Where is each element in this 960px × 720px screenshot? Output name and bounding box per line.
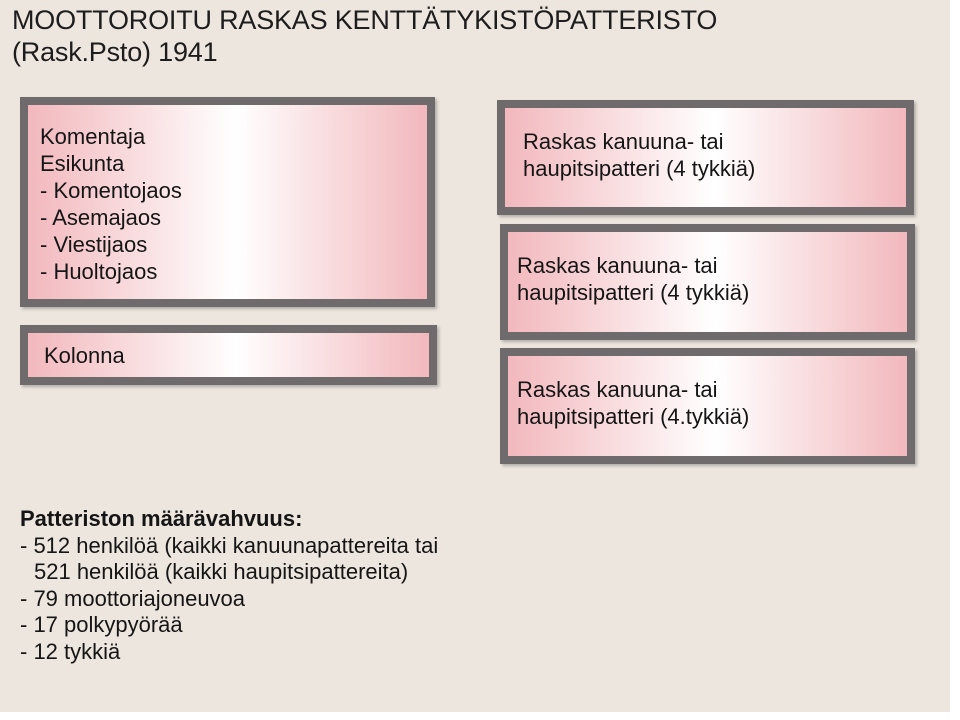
headquarters-box [20, 97, 435, 307]
battery-3-line-2: haupitsipatteri (4.tykkiä) [517, 404, 750, 429]
column-label: Kolonna [44, 343, 125, 368]
hq-line-commander: Komentaja [40, 124, 146, 149]
strength-heading: Patteriston määrävahvuus: [20, 506, 303, 531]
hq-line-signal-section: - Viestijaos [40, 232, 148, 257]
hq-line-staff: Esikunta [40, 151, 125, 176]
battery-1-line-2: haupitsipatteri (4 tykkiä) [523, 156, 756, 181]
strength-line-guns: - 12 tykkiä [20, 638, 121, 664]
strength-line-personnel-cannon: - 512 henkilöä (kaikki kanuunapattereita tai [20, 532, 439, 558]
column-box-content [28, 333, 429, 377]
hq-line-command-section: - Komentojaos [40, 178, 182, 203]
diagram-title [12, 4, 717, 68]
battery-3-line-1: Raskas kanuuna- tai [517, 377, 718, 402]
battery-box-1-content [505, 108, 906, 207]
battery-box-3-content [508, 356, 907, 456]
title-line-2: (Rask.Psto) 1941 [12, 37, 218, 67]
battery-2-line-2: haupitsipatteri (4 tykkiä) [517, 280, 750, 305]
headquarters-box-content [28, 105, 427, 299]
battery-box-3 [500, 348, 915, 464]
hq-line-supply-section: - Huoltojaos [40, 259, 158, 284]
strength-line-motor-vehicles: - 79 moottoriajoneuvoa [20, 585, 246, 611]
battery-box-2-content [508, 232, 907, 332]
title-line-1: MOOTTOROITU RASKAS KENTTÄTYKISTÖPATTERISTO [12, 5, 718, 35]
strength-line-personnel-howitzer: 521 henkilöä (kaikki haupitsipattereita) [34, 559, 409, 584]
strength-line-bicycles: - 17 polkypyörää [20, 612, 183, 637]
hq-line-position-section: - Asemajaos [40, 205, 162, 230]
column-box [20, 325, 437, 385]
battery-2-line-1: Raskas kanuuna- tai [517, 253, 718, 278]
strength-summary [20, 506, 438, 665]
battery-box-2 [500, 224, 915, 340]
battery-box-1 [497, 100, 914, 215]
battery-1-line-1: Raskas kanuuna- tai [523, 129, 724, 154]
